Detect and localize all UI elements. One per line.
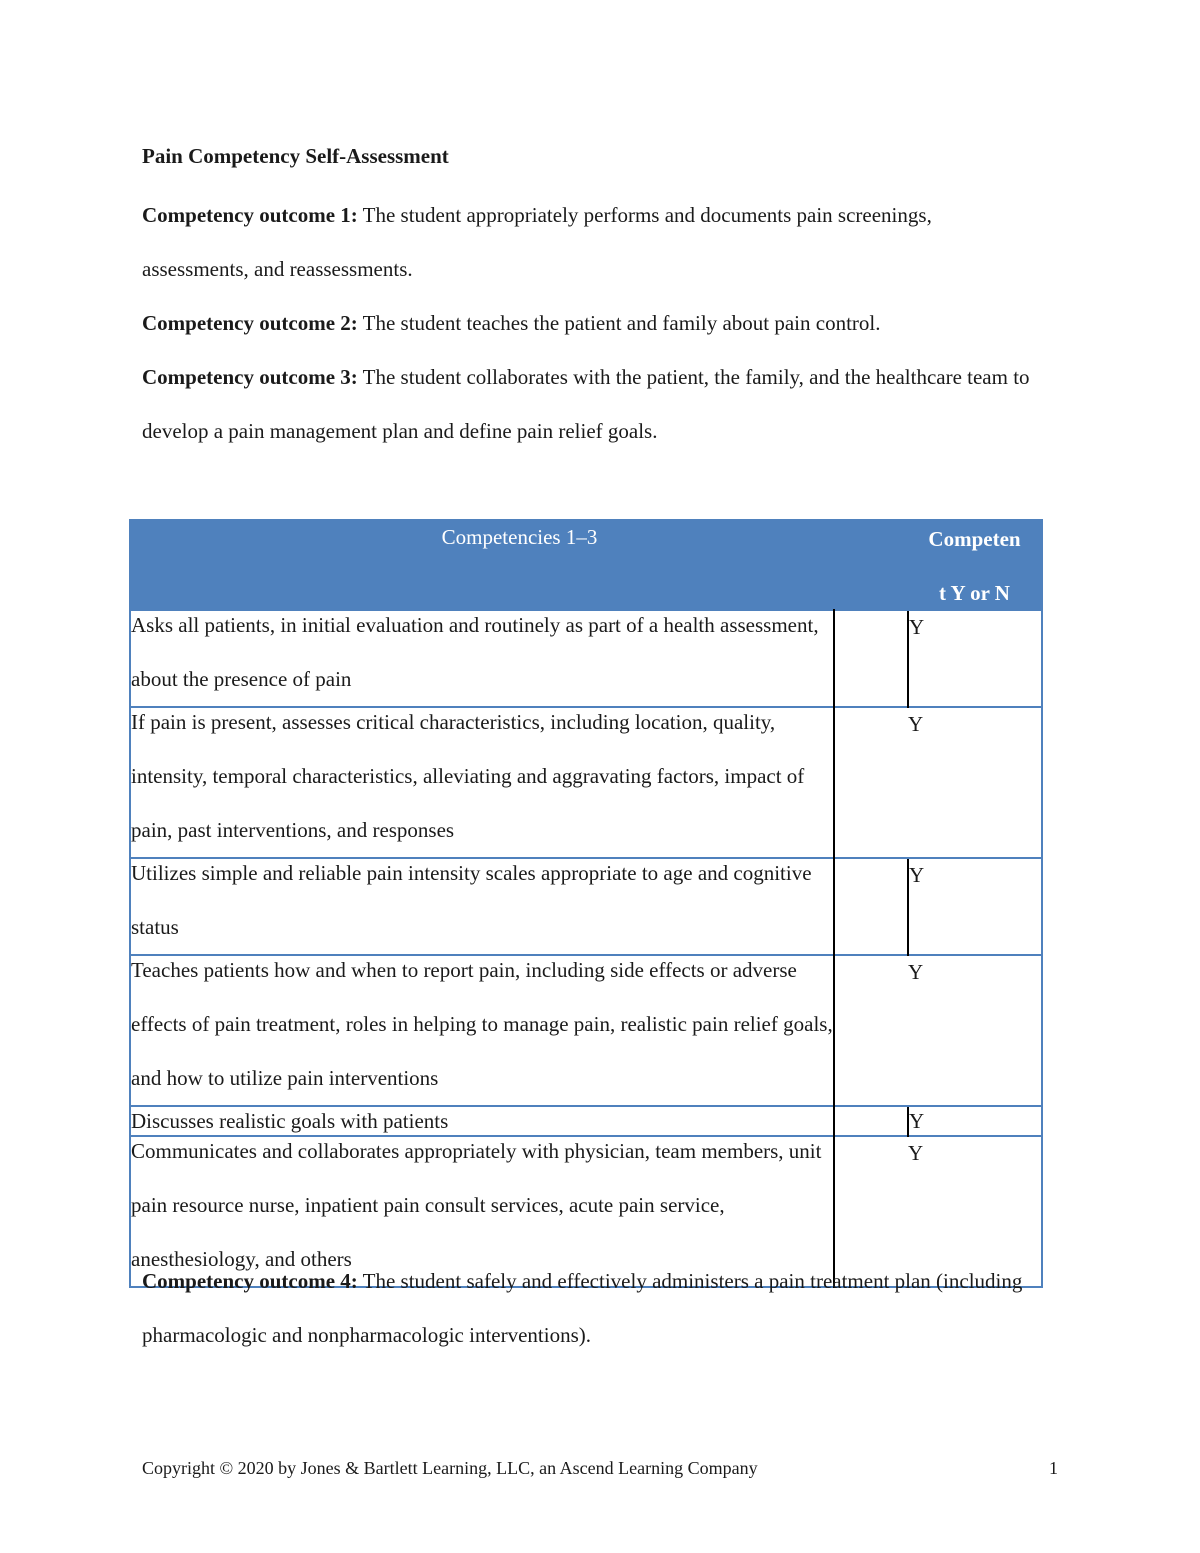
- row-4-text: Teaches patients how and when to report pain, including side effects or adverse effects of pain treatment, roles in helping to manage pain, realistic pain relief goals, and how to utilize pain interventions: [130, 955, 834, 1106]
- header-competencies: Competencies 1–3: [130, 520, 908, 610]
- page-footer: [142, 1458, 1058, 1479]
- outcome-3-text: The student collaborates with the patient, the family, and the healthcare team to develop a pain management plan and define pain relief goals.: [142, 365, 1030, 443]
- competency-table: [129, 519, 1043, 1288]
- row-3-value: Y: [908, 858, 1042, 955]
- outcome-1-text: The student appropriately performs and documents pain screenings, assessments, and reassessments.: [142, 203, 932, 281]
- row-5-text: Discusses realistic goals with patients: [130, 1106, 834, 1136]
- row-3-text: Utilizes simple and reliable pain intensity scales appropriate to age and cognitive status: [130, 858, 834, 955]
- row-6-value: Y: [908, 1136, 1042, 1287]
- copyright-text: Copyright © 2020 by Jones & Bartlett Learning, LLC, an Ascend Learning Company: [142, 1458, 758, 1478]
- outcome-1: [142, 188, 1042, 296]
- table-row: [130, 858, 1042, 955]
- table-row: [130, 610, 1042, 707]
- row-4-value: Y: [908, 955, 1042, 1106]
- outcome-4-label: Competency outcome 4:: [142, 1269, 358, 1293]
- intro-section: [142, 140, 1042, 458]
- header-competent-line2: t Y or N: [939, 581, 1010, 605]
- row-6-text: Communicates and collaborates appropriately with physician, team members, unit pain resource nurse, inpatient pain consult services, acute pain service, anesthesiology, and others: [130, 1136, 834, 1287]
- outcome-3-label: Competency outcome 3:: [142, 365, 358, 389]
- header-competent: [908, 520, 1042, 610]
- row-1-text: Asks all patients, in initial evaluation and routinely as part of a health assessment, about the presence of pain: [130, 610, 834, 707]
- table-header-row: [130, 520, 1042, 610]
- outcome-4-text: The student safely and effectively administers a pain treatment plan (including pharmacologic and nonpharmacologic interventions).: [142, 1269, 1023, 1347]
- header-competent-line1: Competen: [928, 527, 1021, 551]
- row-2-text: If pain is present, assesses critical characteristics, including location, quality, intensity, temporal characteristics, alleviating and aggravating factors, impact of pain, past interventions, and responses: [130, 707, 834, 858]
- row-1-value: Y: [908, 610, 1042, 707]
- table-row: [130, 707, 1042, 858]
- page-title: Pain Competency Self-Assessment: [142, 144, 449, 168]
- outcome-4: [142, 1254, 1042, 1362]
- outcome-1-label: Competency outcome 1:: [142, 203, 358, 227]
- row-2-value: Y: [908, 707, 1042, 858]
- page-number: 1: [1049, 1458, 1058, 1478]
- outcome-4-section: [142, 1254, 1042, 1362]
- outcome-2-label: Competency outcome 2:: [142, 311, 358, 335]
- table-row: [130, 955, 1042, 1106]
- outcome-3: [142, 350, 1042, 458]
- row-5-value: Y: [908, 1106, 1042, 1136]
- outcome-2-text: The student teaches the patient and family about pain control.: [357, 311, 881, 335]
- outcome-2: [142, 296, 1042, 350]
